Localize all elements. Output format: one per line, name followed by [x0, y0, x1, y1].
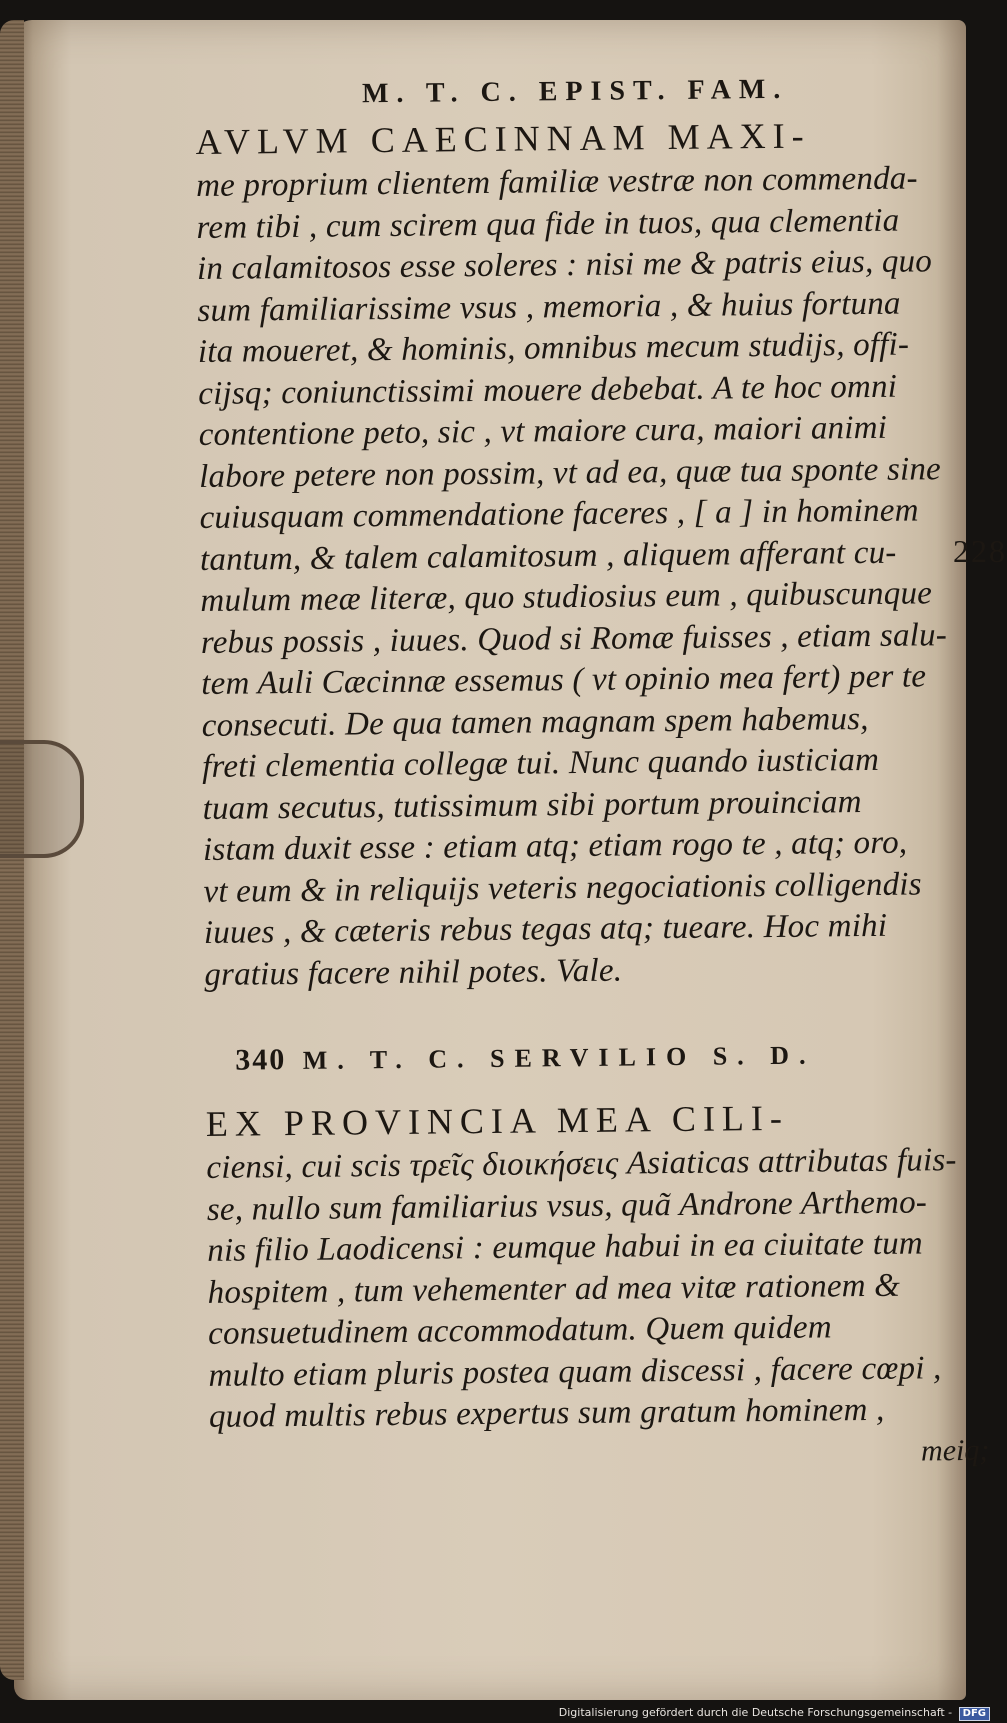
letter-2-line: se, nullo sum familiarius vsus, quã Androne Arthemo-: [206, 1183, 928, 1228]
margin-page-number: 228: [953, 533, 1007, 569]
letter-1-line: freti clementia collegæ tui. Nunc quando iusticiam: [202, 741, 880, 785]
letter-number: 340: [235, 1043, 287, 1077]
letter-1-line: AVLVM CAECINNAM MAXI-: [195, 115, 811, 162]
letter-2-line: nis filio Laodicensi : eumque habui in ea ciuitate tum: [207, 1225, 924, 1269]
book-clasp: [0, 740, 84, 858]
letter-1-line: tem Auli Cæcinnæ essemus ( vt opinio mea fert) per te: [201, 658, 927, 702]
letter-1-line: gratius facere nihil potes. Vale.: [204, 952, 623, 993]
letter-1-line: tuam secutus, tutissimum sibi portum prouinciam: [202, 783, 862, 827]
letter-2-line: quod multis rebus expertus sum gratum hominem ,: [208, 1391, 885, 1435]
letter-1: [195, 110, 964, 996]
letter-2-line: consuetudinem accommodatum. Quem quidem: [207, 1309, 832, 1352]
letter-1-line: rem tibi , cum scirem qua fide in tuos, qua clementia: [196, 202, 900, 246]
digitization-credit: [559, 1706, 990, 1721]
letter-1-line: iuues , & cæteris rebus tegas atq; tueare. Hoc mihi: [203, 907, 888, 951]
letter-address: M. T. C. SERVILIO S. D.: [302, 1040, 816, 1075]
letter-2-line: hospitem , tum vehementer ad mea vitæ rationem &: [207, 1267, 901, 1311]
letter-1-line: cijsq; coniunctissimi mouere debebat. A te hoc omni: [198, 368, 898, 412]
letter-1-line: labore petere non possim, vt ad ea, quæ tua sponte sine: [198, 450, 942, 495]
letter-1-line: vt eum & in reliquijs veteris negociationis colligendis: [203, 865, 922, 910]
letter-1-line: in calamitosos esse soleres : nisi me & patris eius, quo: [196, 243, 933, 287]
letter-1-line: consecuti. De qua tamen magnam spem habemus,: [201, 700, 869, 744]
letter-1-line: sum familiarissime vsus , memoria , & huius fortuna: [197, 285, 901, 329]
catchword: meiq;: [920, 1433, 990, 1467]
letter-1-line: mulum meæ literæ, quo studiosius eum , quibuscunque: [200, 575, 933, 619]
dfg-logo: DFG: [959, 1707, 990, 1721]
letter-1-line: rebus possis , iuues. Quod si Romæ fuisses , etiam salu-: [200, 616, 948, 661]
running-head: M. T. C. EPIST. FAM.: [361, 73, 789, 110]
letter-1-line: me proprium clientem familiæ vestræ non commenda-: [195, 160, 918, 204]
credit-text: Digitalisierung gefördert durch die Deutsche Forschungsgemeinschaft -: [558, 1706, 953, 1719]
letter-2: [205, 1092, 990, 1478]
letter-1-line: cuiusquam commendatione faceres , [ a ] in hominem: [199, 492, 919, 536]
letter-1-line: ita moueret, & hominis, omnibus mecum studijs, offi-: [197, 326, 910, 370]
letter-2-line: multo etiam pluris postea quam discessi , facere cœpi ,: [208, 1349, 942, 1394]
letter-1-line: istam duxit esse : etiam atq; etiam rogo te , atq; oro,: [202, 824, 908, 868]
letter-2-heading: [235, 1036, 965, 1078]
letter-1-line: contentione peto, sic , vt maiore cura, maiori animi: [198, 409, 888, 453]
letter-2-line: EX PROVINCIA MEA CILI-: [205, 1097, 790, 1144]
letter-1-line: tantum, & talem calamitosum , aliquem afferant cu-: [199, 534, 897, 578]
letter-2-line: ciensi, cui scis τρεῖς διοικήσεις Asiaticas attributas fuis-: [206, 1142, 957, 1186]
